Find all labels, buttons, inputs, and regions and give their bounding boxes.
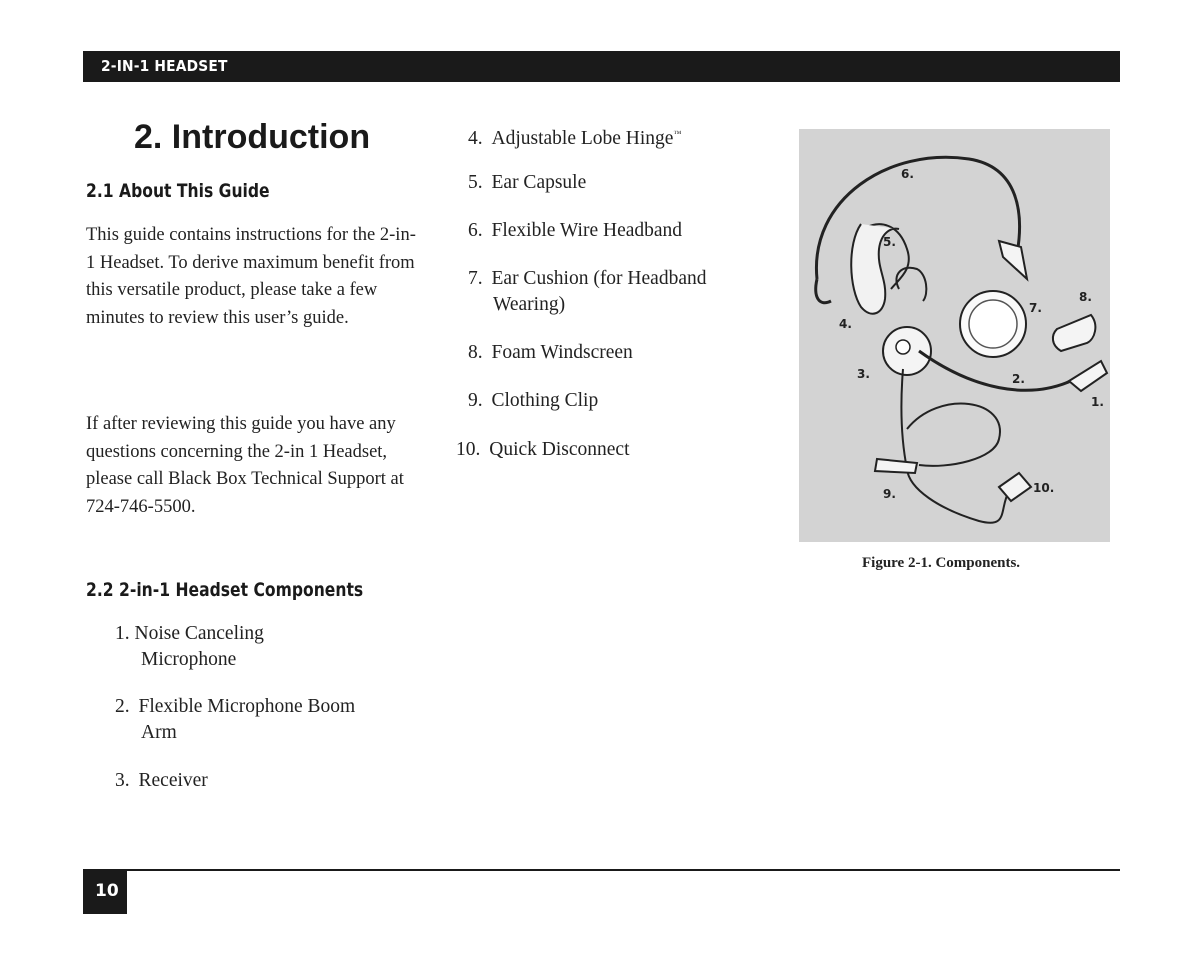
list-item [468,170,586,196]
cord [901,369,1009,523]
headband-hook [816,279,831,303]
page-number-box [83,869,127,914]
list-item-number: 4. [468,127,483,149]
foam-windscreen [1053,315,1095,351]
list-item [468,218,682,244]
list-item-label: Clothing Clip [491,390,599,411]
about-paragraph-1: This guide contains instructions for the 2-in-1 Headset. To derive maximum benefit from this versatile product, please take a few minutes to review this user’s guide. [86,225,416,328]
list-item-label-continued: Microphone [141,649,237,670]
running-header-title: 2-IN-1 HEADSET [101,57,228,75]
section-heading-components: 2.2 2-in-1 Headset Components [86,579,364,601]
figure-caption: Figure 2-1. Components. [862,555,1021,571]
list-item [456,437,630,463]
list-item-label-continued: Arm [141,722,177,743]
about-paragraph-2: If after reviewing this guide you have any questions concerning the 2-in 1 Headset, please call Black Box Technical Support at 724-746-5500. [86,414,404,517]
ear-cushion-inner [969,300,1017,348]
headband-wire [816,157,1019,279]
list-item-label: Adjustable Lobe Hinge [491,127,674,149]
list-item-number: 7. [468,268,483,289]
callout-label: 1. [1091,395,1104,409]
callout-label: 3. [857,367,870,381]
list-item-number: 5. [468,172,483,193]
list-item-label: Foam Windscreen [491,342,633,363]
running-header [83,51,1120,82]
headset-illustration [799,129,1110,542]
cord-loop [907,404,1000,466]
list-item-label: Ear Cushion (for Headband [491,268,707,289]
trademark-symbol: ™ [673,129,682,138]
list-item-number: 8. [468,342,483,363]
callout-label: 7. [1029,301,1042,315]
callout-label: 10. [1033,481,1055,495]
list-item-label: Flexible Wire Headband [491,220,683,241]
list-item [115,694,355,746]
page-number: 10 [95,881,119,901]
list-item-number: 10. [456,439,481,460]
callout-label: 5. [883,235,896,249]
microphone [1069,361,1107,391]
list-item-number: 9. [468,390,483,411]
list-item [468,388,598,414]
ear-loop [896,268,926,301]
list-item-number: 6. [468,220,483,241]
list-item-label: Ear Capsule [491,172,587,193]
components-figure [799,129,1110,542]
list-item-label: Quick Disconnect [489,439,630,460]
list-item [468,266,706,318]
clothing-clip [875,459,917,473]
list-item-number: 3. [115,770,130,791]
list-item [115,768,208,794]
callout-label: 9. [883,487,896,501]
receiver-center [896,340,910,354]
footer-rule [83,869,1120,871]
quick-disconnect [999,473,1031,501]
headband-pad [999,241,1027,279]
list-item-label: Flexible Microphone Boom [138,696,356,717]
list-item [468,340,633,366]
callout-label: 2. [1012,372,1025,386]
page-title: 2. Introduction [134,118,371,156]
callout-label: 6. [901,167,914,181]
list-item-label: Receiver [138,770,208,791]
list-item-number: 2. [115,696,130,717]
list-item-label-continued: Wearing) [493,294,566,315]
list-item-number: 1. [115,623,130,644]
list-item [468,121,681,152]
list-item [115,621,264,673]
section-heading-about: 2.1 About This Guide [86,180,270,202]
list-item-label: Noise Canceling [134,623,264,644]
callout-label: 4. [839,317,852,331]
callout-label: 8. [1079,290,1092,304]
